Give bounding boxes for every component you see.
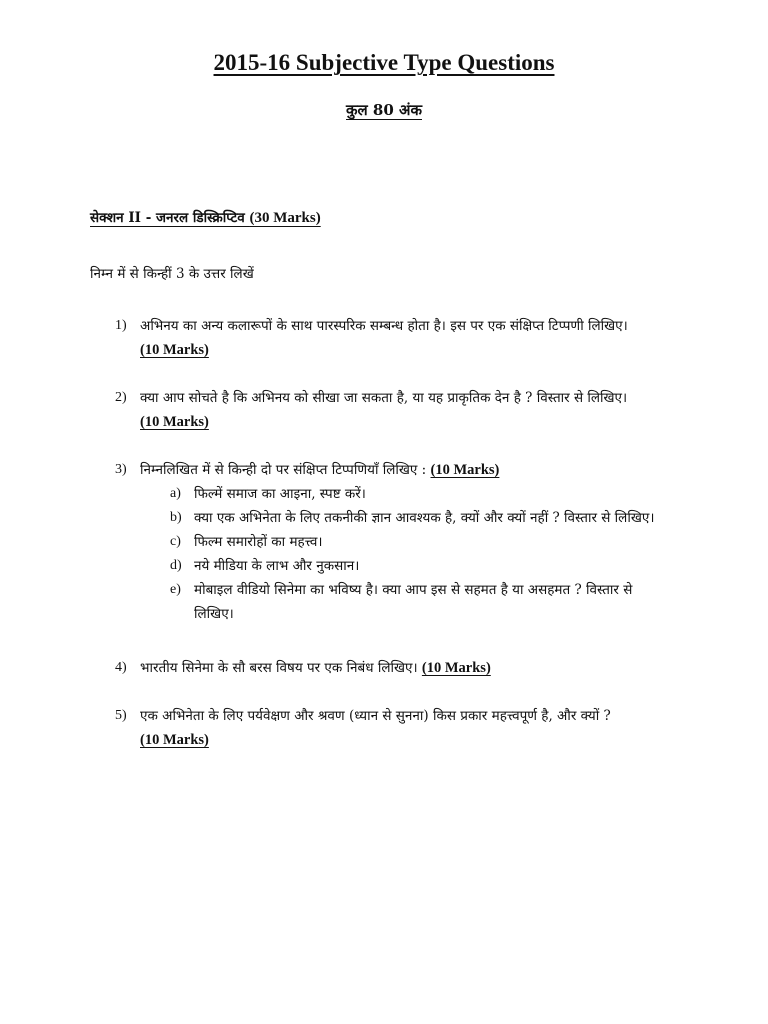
page-title-text: 2015-16 Subjective Type Questions <box>213 50 555 75</box>
spacer <box>115 626 675 656</box>
page-title <box>0 50 768 76</box>
question-number: 4) <box>115 660 127 675</box>
spacer <box>115 680 675 704</box>
question-text: निम्नलिखित में से किन्ही दो पर संक्षिप्त टिप्पणियाँ लिखिए : <box>140 462 431 478</box>
section-heading-marks: (30 Marks) <box>249 210 321 226</box>
sub-question-letter: d) <box>170 558 182 573</box>
section-heading <box>90 208 321 227</box>
sub-question-text: नये मीडिया के लाभ और नुकसान। <box>194 558 360 574</box>
question-3 <box>115 458 675 626</box>
total-marks-text: कुल 80 अंक <box>346 101 422 119</box>
question-marks: (10 Marks) <box>140 414 209 430</box>
question-text: एक अभिनेता के लिए पर्यवेक्षण और श्रवण (ध्यान से सुनना) किस प्रकार महत्त्वपूर्ण है, और क्यों ? <box>140 708 611 724</box>
question-body <box>140 656 675 680</box>
question-text: भारतीय सिनेमा के सौ बरस विषय पर एक निबंध लिखिए। <box>140 660 422 676</box>
sub-question-letter: b) <box>170 510 182 525</box>
question-marks: (10 Marks) <box>421 660 491 676</box>
question-marks: (10 Marks) <box>140 732 209 748</box>
question-number: 2) <box>115 390 127 405</box>
question-body <box>140 704 675 752</box>
sub-question-b <box>170 506 675 530</box>
sub-question-text: मोबाइल वीडियो सिनेमा का भविष्य है। क्या आप इस से सहमत है या असहमत ? विस्तार से लिखिए। <box>194 582 633 622</box>
question-body <box>140 386 675 434</box>
sub-question-text: फिल्में समाज का आइना, स्पष्ट करें। <box>194 486 366 502</box>
sub-question-text: क्या एक अभिनेता के लिए तकनीकी ज्ञान आवश्यक है, क्यों और क्यों नहीं ? विस्तार से लिखिए। <box>194 510 655 526</box>
sub-question-a <box>170 482 675 506</box>
sub-question-letter: e) <box>170 582 181 597</box>
question-number: 3) <box>115 462 127 477</box>
sub-question-letter: c) <box>170 534 181 549</box>
sub-question-e <box>170 578 675 626</box>
question-body <box>140 314 675 362</box>
question-number: 1) <box>115 318 127 333</box>
question-2 <box>115 386 675 434</box>
sub-question-text: फिल्म समारोहों का महत्त्व। <box>194 534 323 550</box>
total-marks <box>0 100 768 120</box>
question-marks: (10 Marks) <box>140 342 209 358</box>
spacer <box>115 434 675 458</box>
question-body <box>140 458 675 626</box>
question-text: क्या आप सोचते है कि अभिनय को सीखा जा सकता है, या यह प्राकृतिक देन है ? विस्तार से लिखिए। <box>140 390 628 406</box>
question-1 <box>115 314 675 362</box>
section-heading-text: सेक्शन II - जनरल डिस्क्रिप्टिव <box>90 210 250 226</box>
question-text: अभिनय का अन्य कलारूपों के साथ पारस्परिक सम्बन्ध होता है। इस पर एक संक्षिप्त टिप्पणी लिखिए। <box>140 318 628 334</box>
question-5 <box>115 704 675 752</box>
section-instruction: निम्न में से किन्हीं 3 के उत्तर लिखें <box>90 266 254 282</box>
sub-question-d <box>170 554 675 578</box>
question-number: 5) <box>115 708 127 723</box>
question-4 <box>115 656 675 680</box>
question-marks: (10 Marks) <box>430 462 500 478</box>
sub-question-list <box>140 482 675 626</box>
question-list <box>115 314 675 752</box>
spacer <box>115 362 675 386</box>
sub-question-letter: a) <box>170 486 181 501</box>
sub-question-c <box>170 530 675 554</box>
